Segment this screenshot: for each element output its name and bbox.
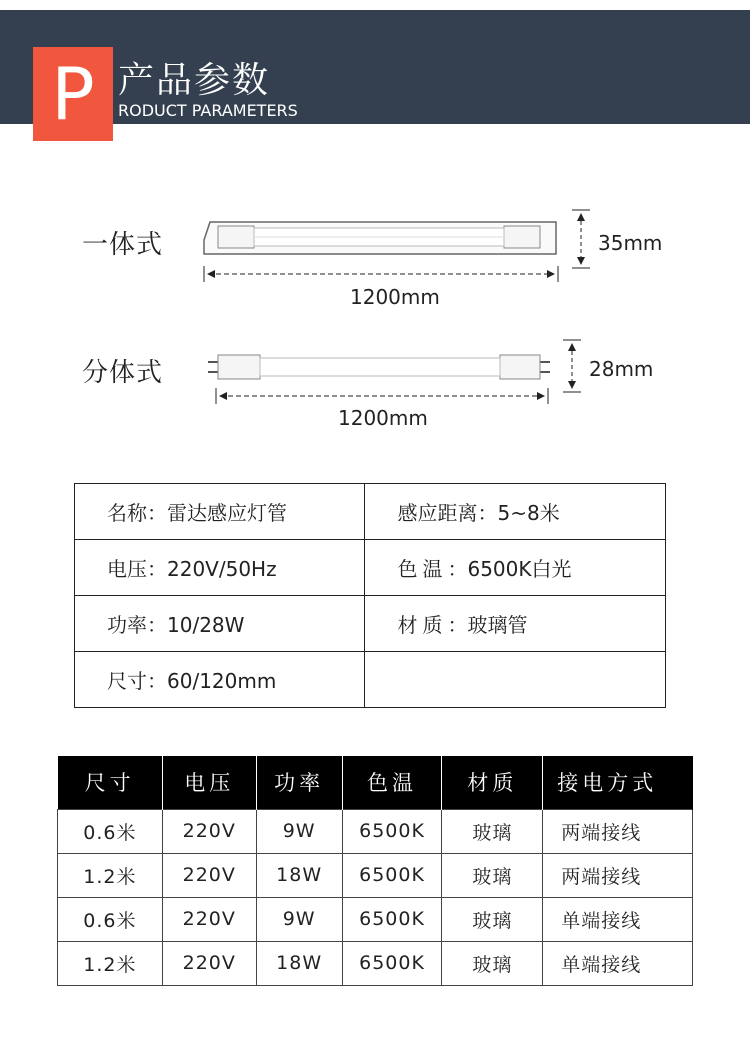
param-row [75,652,666,708]
table-cell: 两端接线 [543,853,693,897]
table-cell: 18W [256,941,342,985]
spec-header-cell: 功率 [256,756,342,809]
parameter-table [74,483,666,708]
param-value: 60/120mm [167,669,277,693]
split-tube-drawing [208,355,550,379]
spec-header-cell: 材质 [442,756,543,809]
param-row [75,540,666,596]
integrated-tube-drawing [204,222,556,254]
table-cell: 单端接线 [543,941,693,985]
page-subtitle: RODUCT PARAMETERS [118,101,298,120]
integrated-height-arrow [572,210,590,268]
integrated-height-label: 35mm [598,231,663,255]
tube-type-label-integrated: 一体式 [82,230,164,260]
table-cell: 0.6米 [58,809,163,853]
table-cell: 18W [256,853,342,897]
param-cell [365,540,666,596]
param-cell [365,484,666,540]
spec-header-cell: 色温 [342,756,442,809]
integrated-length-label: 1200mm [350,285,440,309]
split-height-arrow [563,340,581,392]
param-value: 6500K白光 [467,557,572,581]
param-cell [75,540,365,596]
param-key: 电压： [107,557,167,581]
param-row [75,484,666,540]
table-row [58,941,693,985]
spec-header-cell: 尺寸 [58,756,163,809]
table-cell: 220V [162,809,256,853]
param-value: 10/28W [167,613,245,637]
table-row [58,809,693,853]
table-cell: 9W [256,897,342,941]
table-cell: 220V [162,941,256,985]
spec-header-cell: 接电方式 [543,756,693,809]
table-cell: 1.2米 [58,941,163,985]
integrated-length-arrow [204,266,558,282]
table-cell: 单端接线 [543,897,693,941]
split-length-label: 1200mm [338,406,428,430]
param-cell [365,596,666,652]
param-key: 感应距离： [397,501,498,525]
tube-type-label-split: 分体式 [82,358,164,388]
table-cell: 6500K [342,941,442,985]
page-title: 产品参数 [118,60,271,101]
param-value: 220V/50Hz [167,557,277,581]
split-height-label: 28mm [589,357,654,381]
param-key: 名称： [107,501,167,525]
param-value: 雷达感应灯管 [167,501,287,525]
table-cell: 1.2米 [58,853,163,897]
table-cell: 两端接线 [543,809,693,853]
table-cell: 6500K [342,853,442,897]
param-cell [75,652,365,708]
spec-header-row [58,756,693,809]
param-cell [75,484,365,540]
param-cell [75,596,365,652]
table-row [58,853,693,897]
table-cell: 玻璃 [442,941,543,985]
table-cell: 玻璃 [442,897,543,941]
table-cell: 玻璃 [442,809,543,853]
table-cell: 6500K [342,897,442,941]
split-length-arrow [216,388,548,404]
table-cell: 0.6米 [58,897,163,941]
param-value: 5~8米 [497,501,560,525]
table-cell: 220V [162,853,256,897]
table-cell: 玻璃 [442,853,543,897]
table-cell: 220V [162,897,256,941]
spec-header-cell: 电压 [162,756,256,809]
table-cell: 6500K [342,809,442,853]
table-row [58,897,693,941]
param-cell [365,652,666,708]
p-badge: P [33,47,113,141]
spec-table [57,756,693,986]
param-key: 功率： [107,613,167,637]
param-key: 材质： [397,613,468,637]
param-row [75,596,666,652]
table-cell: 9W [256,809,342,853]
param-key: 尺寸： [107,669,167,693]
param-value: 玻璃管 [467,613,528,637]
param-key: 色温： [397,557,468,581]
